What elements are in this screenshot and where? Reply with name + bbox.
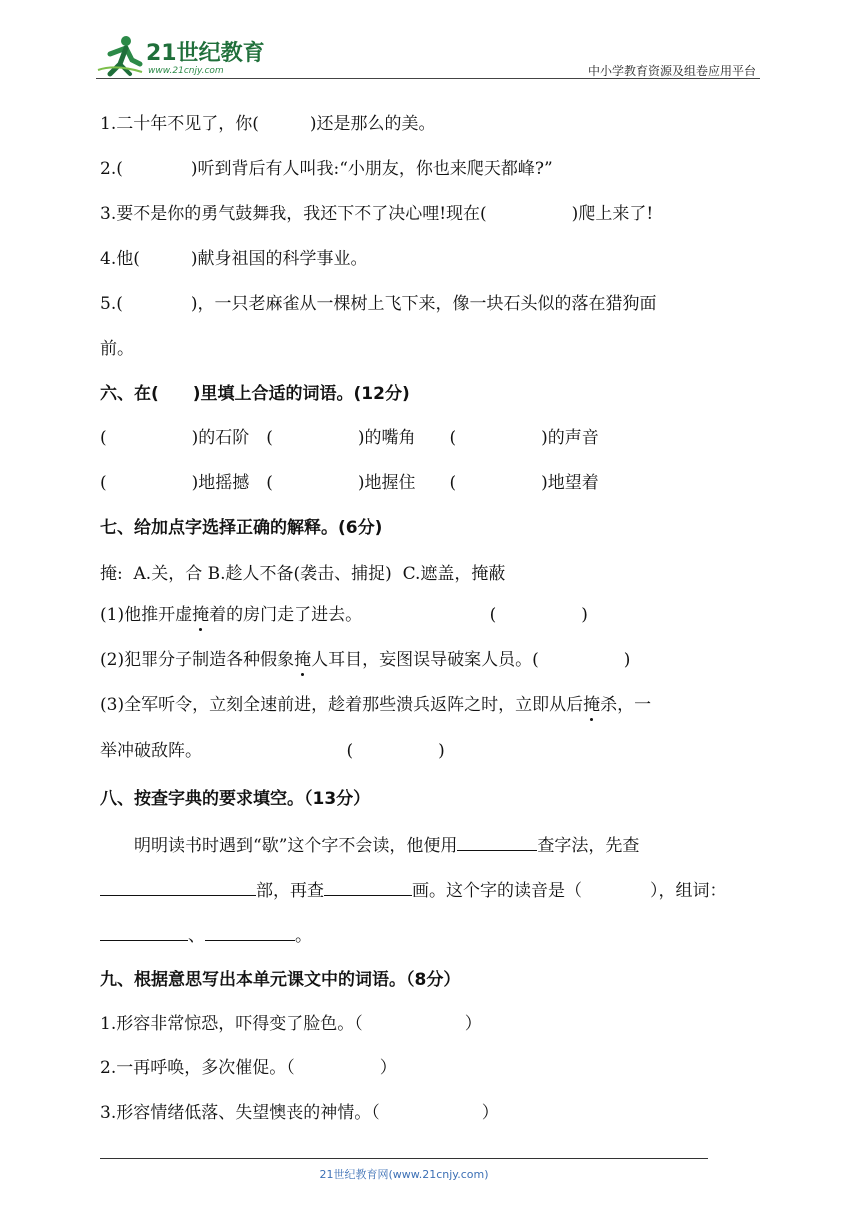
para-2-text-a: 部，再查 <box>256 881 324 901</box>
q5-item-3: 3.要不是你的勇气鼓舞我，我还下不了决心哩!现在( )爬上来了! <box>100 204 654 224</box>
q2-text-b: 人耳目，妄图误导破案人员。( ) <box>311 650 631 670</box>
para-2-text-b: 画。这个字的读音是（ ），组词： <box>412 881 727 901</box>
section-9-q2: 2.一再呼唤，多次催促。（ ） <box>100 1058 397 1078</box>
q1-text-b: 着的房门走了进去。 ( ) <box>209 605 588 625</box>
section-8-para-1 <box>100 832 639 858</box>
q3-text-b: 杀，一 <box>600 695 652 715</box>
section-8-para-2 <box>100 877 727 903</box>
dotted-char: 掩 <box>294 650 312 670</box>
q5-item-2: 2.( )听到背后有人叫我:“小朋友，你也来爬天都峰?” <box>100 159 553 179</box>
dotted-char: 掩 <box>583 695 601 715</box>
section-6-row-2: ( )地摇撼 ( )地握住 ( )地望着 <box>100 473 599 493</box>
q2-text-a: (2)犯罪分子制造各种假象 <box>100 650 295 670</box>
footer-divider <box>100 1158 708 1159</box>
q5-item-1: 1.二十年不见了，你( )还是那么的美。 <box>100 114 436 134</box>
section-6-title: 六、在( )里填上合适的词语。(12分) <box>100 384 410 404</box>
logo-text: 21世纪教育 <box>146 41 265 66</box>
fill-blank[interactable] <box>100 922 188 941</box>
para-3-end: 。 <box>295 926 312 946</box>
q5-item-5: 5.( )，一只老麻雀从一棵树上飞下来，像一块石头似的落在猎狗面 <box>100 294 657 314</box>
dotted-char: 掩 <box>192 605 210 625</box>
fill-blank[interactable] <box>324 877 412 896</box>
fill-blank[interactable] <box>205 922 295 941</box>
section-7-q3 <box>100 693 651 717</box>
para-1-text-a: 明明读书时遇到“歇”这个字不会读，他便用 <box>100 836 458 856</box>
q5-item-4: 4.他( )献身祖国的科学事业。 <box>100 249 368 269</box>
page-header <box>96 32 760 80</box>
section-7-title: 七、给加点字选择正确的解释。(6分) <box>100 518 383 538</box>
section-9-title: 九、根据意思写出本单元课文中的词语。（8分） <box>100 970 461 990</box>
logo <box>96 34 266 80</box>
fill-blank[interactable] <box>457 832 537 851</box>
header-platform-text: 中小学教育资源及组卷应用平台 <box>587 64 756 78</box>
para-3-sep: 、 <box>188 926 205 946</box>
section-7-q3-cont: 举冲破敌阵。 ( ) <box>100 741 445 761</box>
fill-blank[interactable] <box>100 877 256 896</box>
header-divider <box>96 78 760 79</box>
logo-url: www.21cnjy.com <box>148 66 224 76</box>
q5-item-5-cont: 前。 <box>100 339 134 359</box>
runner-logo-icon <box>96 34 144 78</box>
footer-link[interactable]: 21世纪教育网(www.21cnjy.com) <box>319 1168 489 1181</box>
q3-text-a: (3)全军听令，立刻全速前进，趁着那些溃兵返阵之时，立即从后 <box>100 695 584 715</box>
q1-text-a: (1)他推开虚 <box>100 605 193 625</box>
section-8-para-3 <box>100 922 312 948</box>
section-8-title: 八、按查字典的要求填空。（13分） <box>100 789 371 809</box>
section-7-q1 <box>100 603 588 627</box>
para-1-text-b: 查字法，先查 <box>537 836 640 856</box>
section-7-options: 掩: A.关，合 B.趁人不备(袭击、捕捉) C.遮盖，掩蔽 <box>100 564 506 584</box>
section-6-row-1: ( )的石阶 ( )的嘴角 ( )的声音 <box>100 428 599 448</box>
section-9-q3: 3.形容情绪低落、失望懊丧的神情。（ ） <box>100 1103 499 1123</box>
section-9-q1: 1.形容非常惊恐，吓得变了脸色。（ ） <box>100 1014 482 1034</box>
section-7-q2 <box>100 648 630 672</box>
